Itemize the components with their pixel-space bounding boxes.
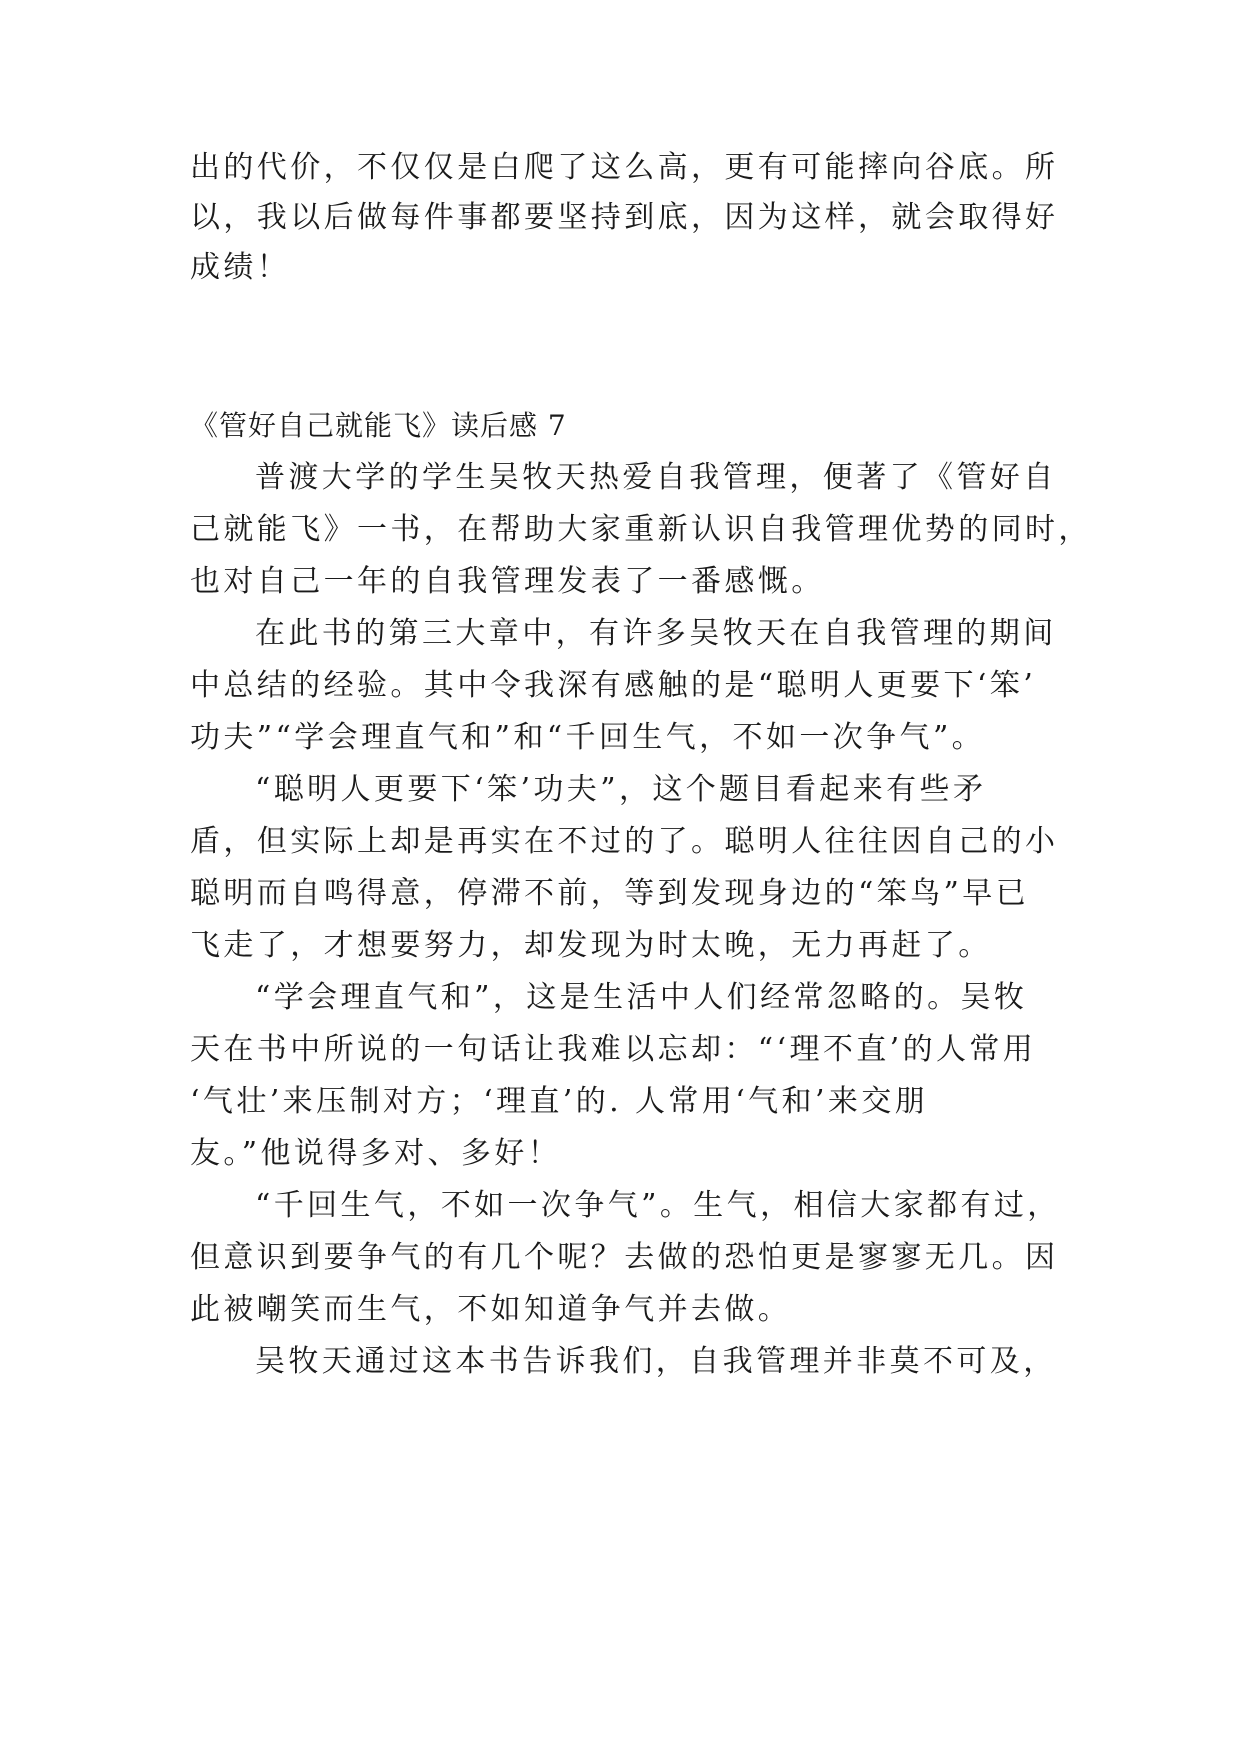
body-text-line: 吴牧天通过这本书告诉我们，自我管理并非莫不可及， — [255, 1344, 1057, 1379]
body-text-line: 也对自己一年的自我管理发表了一番感慨。 — [190, 564, 825, 599]
body-text-line: 飞走了，才想要努力，却发现为时太晚，无力再赶了。 — [190, 928, 992, 963]
body-text-line: 出的代价，不仅仅是白爬了这么高，更有可能摔向谷底。所 — [190, 150, 1059, 185]
body-text-line: 天在书中所说的一句话让我难以忘却：“‘理不直’的人常用 — [190, 1032, 1037, 1067]
body-text-line: 盾，但实际上却是再实在不过的了。聪明人往往因自己的小 — [190, 824, 1059, 859]
body-text-line: 以，我以后做每件事都要坚持到底，因为这样，就会取得好 — [190, 200, 1059, 235]
body-text-line: “学会理直气和”，这是生活中人们经常忽略的。吴牧 — [255, 980, 1028, 1015]
body-text-line: 中总结的经验。其中令我深有感触的是“聪明人更要下‘笨’ — [190, 668, 1037, 703]
body-text-line: 此被嘲笑而生气，不如知道争气并去做。 — [190, 1292, 792, 1327]
body-text-line: ‘气壮’来压制对方；‘理直’的. 人常用‘气和’来交朋 — [190, 1084, 929, 1119]
body-text-line: 友。”他说得多对、多好！ — [190, 1136, 562, 1171]
section-heading: 《管好自己就能飞》读后感 7 — [190, 409, 567, 442]
body-text-line: 在此书的第三大章中，有许多吴牧天在自我管理的期间 — [255, 616, 1057, 651]
body-text-line: 聪明而自鸣得意，停滞不前，等到发现身边的“笨鸟”早已 — [190, 876, 1030, 911]
body-text-line: “聪明人更要下‘笨’功夫”，这个题目看起来有些矛 — [255, 772, 987, 807]
body-text-line: “千回生气，不如一次争气”。生气，相信大家都有过， — [255, 1188, 1061, 1223]
body-text-line: 但意识到要争气的有几个呢？去做的恐怕更是寥寥无几。因 — [190, 1240, 1059, 1275]
body-text-line: 普渡大学的学生吴牧天热爱自我管理，便著了《管好自 — [255, 460, 1057, 495]
body-text-line: 功夫”“学会理直气和”和“千回生气，不如一次争气”。 — [190, 720, 986, 755]
body-text-line: 成绩！ — [190, 250, 291, 285]
body-text-line: 己就能飞》一书，在帮助大家重新认识自我管理优势的同时， — [190, 512, 1092, 547]
